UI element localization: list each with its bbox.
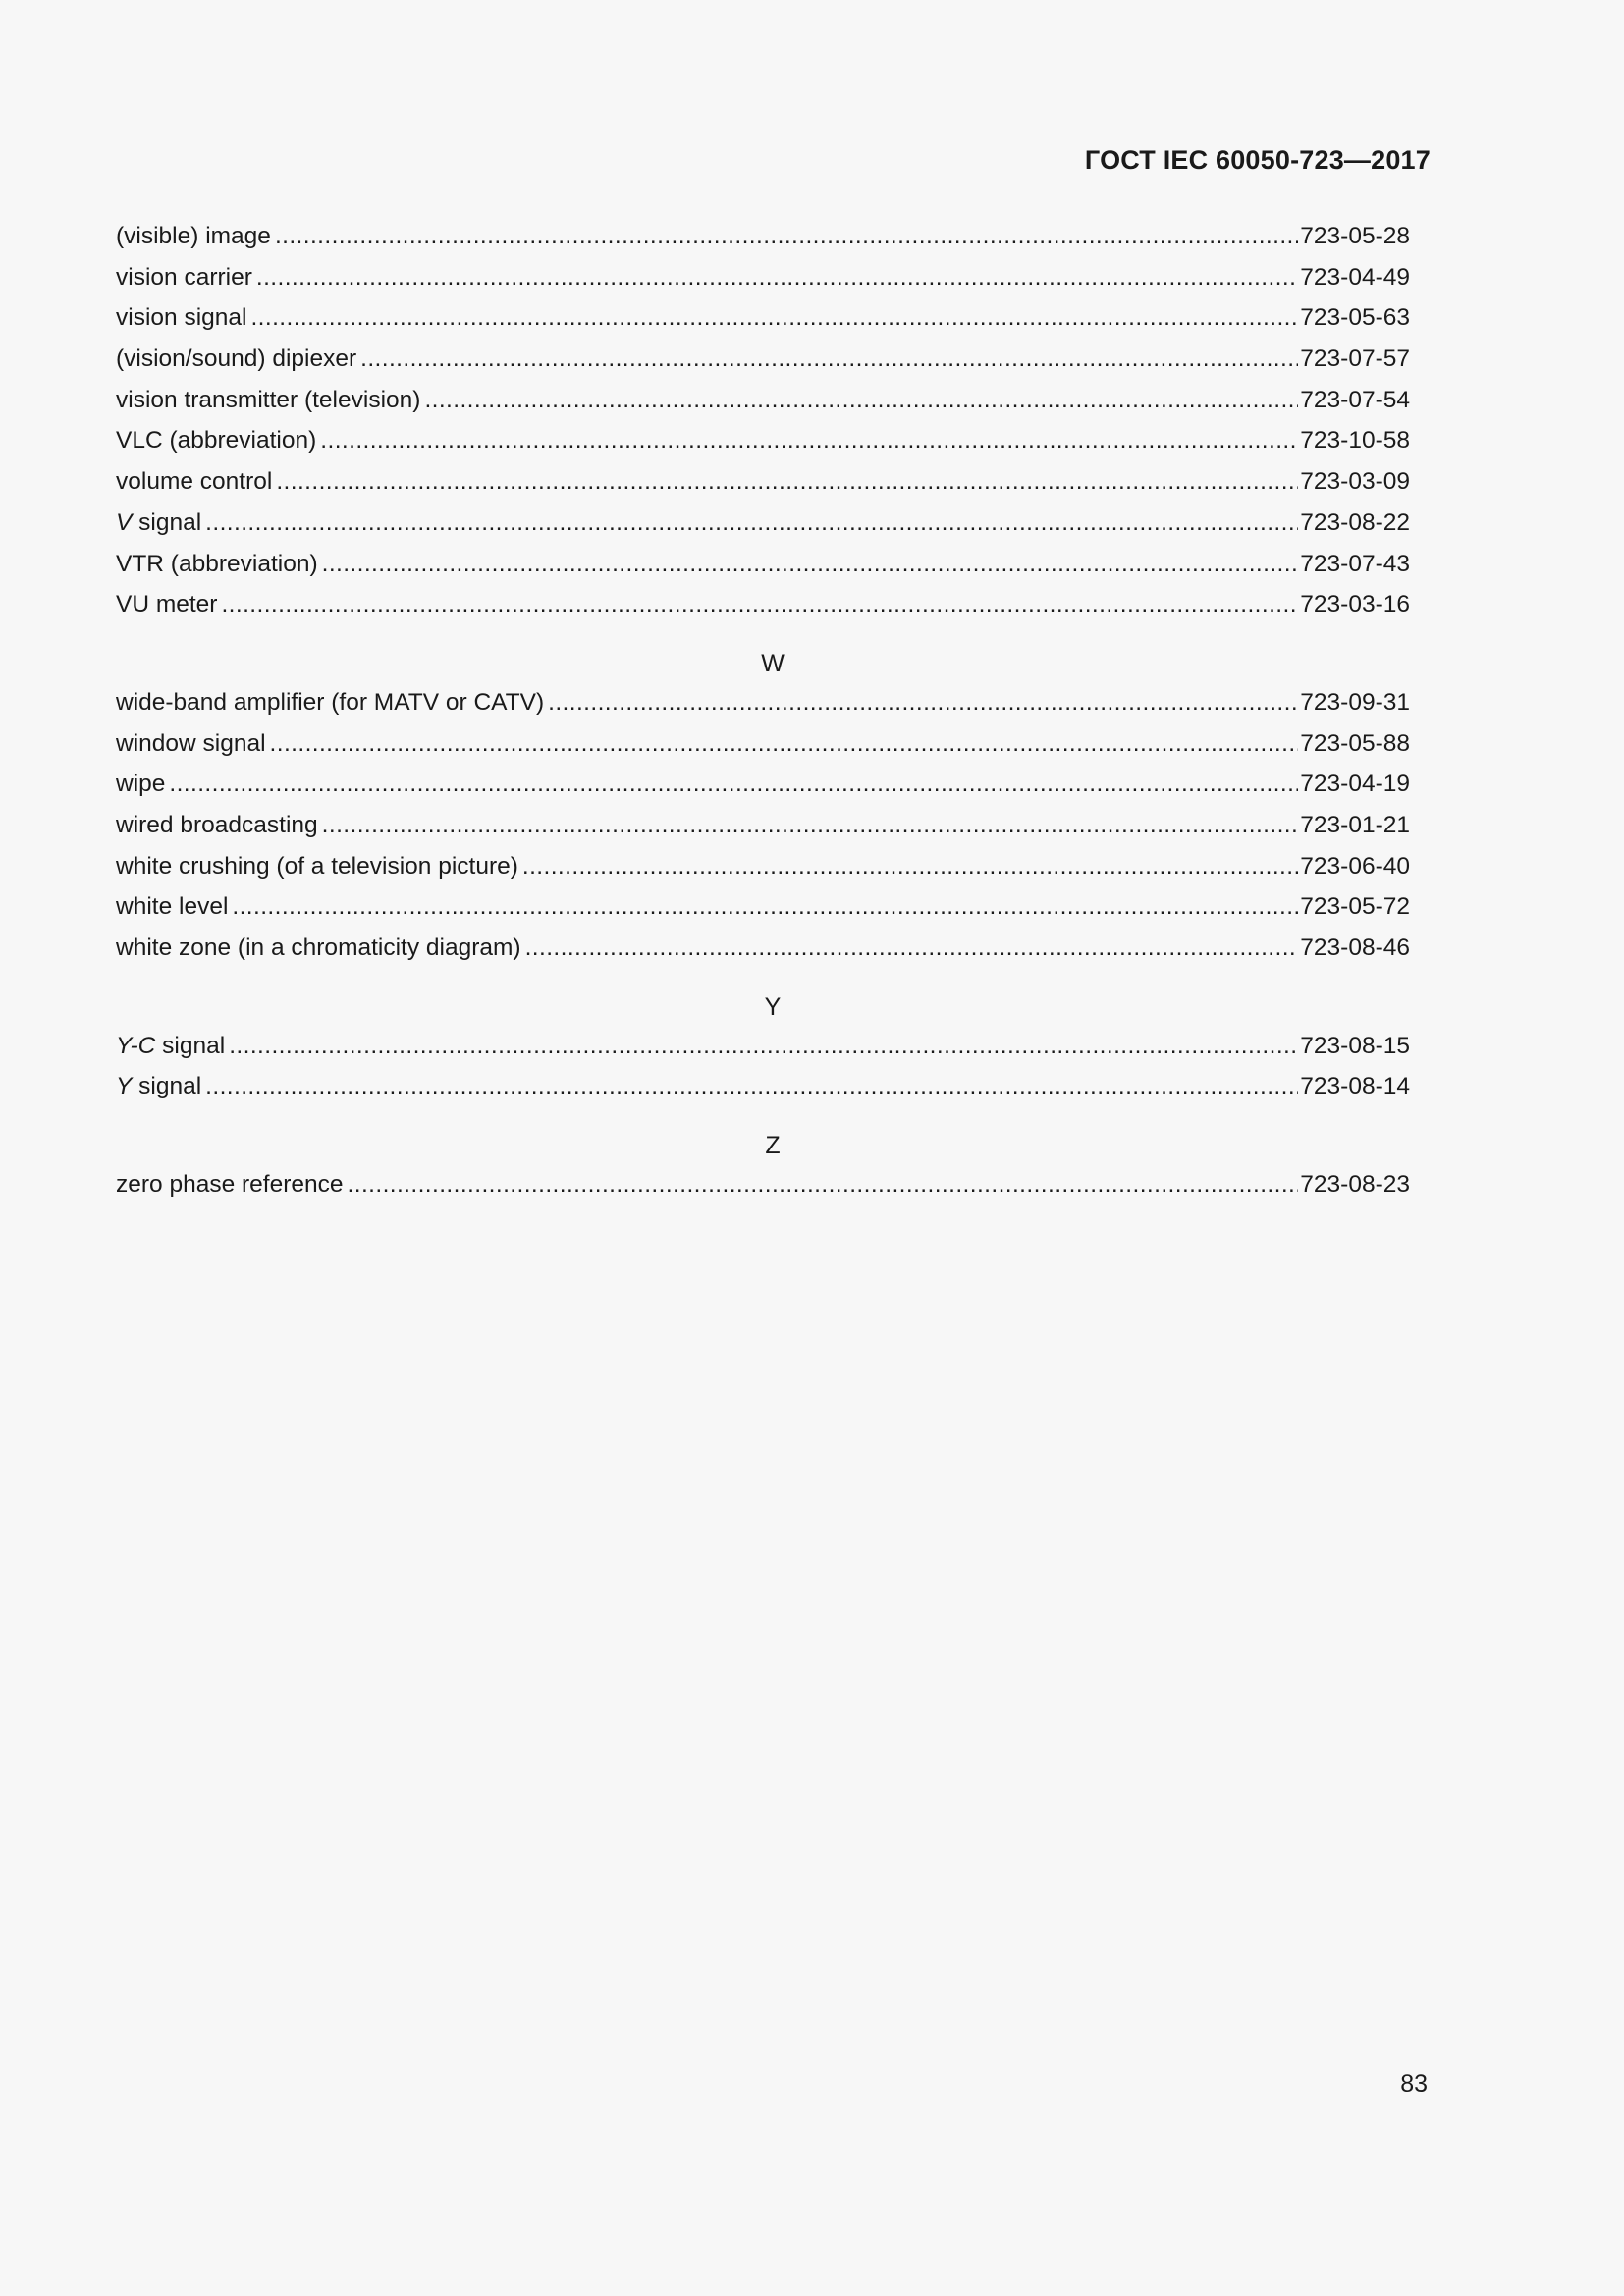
- entry-reference: 723-05-72: [1300, 893, 1410, 921]
- entry-reference: 723-07-43: [1300, 550, 1410, 577]
- dot-leader: [348, 1171, 1299, 1199]
- entry-term: white zone (in a chromaticity diagram): [116, 934, 521, 961]
- entry-term: [116, 1073, 205, 1100]
- dot-leader: [548, 689, 1298, 717]
- index-section: [116, 976, 1410, 1114]
- index-entry: [116, 812, 1410, 853]
- entry-term: (visible) image: [116, 223, 271, 249]
- entry-term: [116, 1033, 229, 1060]
- index-section: [116, 1114, 1410, 1212]
- index-entry: [116, 934, 1410, 976]
- entry-reference: 723-05-63: [1300, 304, 1410, 332]
- index-entry: [116, 893, 1410, 934]
- entry-term: VTR (abbreviation): [116, 550, 318, 577]
- entry-reference: 723-07-54: [1300, 386, 1410, 413]
- entry-term: vision signal: [116, 304, 247, 332]
- term-index: [116, 223, 1410, 1212]
- section-letter: Y: [764, 992, 782, 1021]
- dot-leader: [275, 223, 1298, 250]
- index-entry: [116, 346, 1410, 387]
- entry-reference: 723-07-57: [1300, 346, 1410, 373]
- entry-term: (vision/sound) dipiexer: [116, 346, 357, 373]
- entry-term-rest: signal: [132, 1073, 202, 1100]
- index-entry: [116, 730, 1410, 772]
- index-entry: [116, 551, 1410, 592]
- page-header: ГОСТ IEC 60050-723—2017: [1084, 145, 1431, 175]
- dot-leader: [250, 304, 1298, 332]
- entry-reference: 723-01-21: [1300, 811, 1410, 838]
- dot-leader: [205, 1073, 1298, 1100]
- entry-term: VLC (abbreviation): [116, 427, 317, 454]
- index-entry: [116, 771, 1410, 812]
- index-entry: [116, 1171, 1410, 1212]
- index-entry: [116, 1033, 1410, 1074]
- dot-leader: [525, 934, 1299, 962]
- entry-term: VU meter: [116, 591, 218, 618]
- entry-reference: 723-03-16: [1300, 591, 1410, 618]
- dot-leader: [360, 346, 1298, 373]
- index-entry: [116, 264, 1410, 305]
- index-entry: [116, 689, 1410, 730]
- index-entry: [116, 509, 1410, 551]
- entry-reference: 723-08-23: [1300, 1171, 1410, 1199]
- entry-term-italic: Y: [116, 1073, 133, 1100]
- entry-reference: 723-04-49: [1300, 263, 1410, 291]
- dot-leader: [169, 771, 1298, 798]
- dot-leader: [205, 509, 1298, 537]
- entry-term: wide-band amplifier (for MATV or CATV): [116, 688, 545, 716]
- entry-reference: 723-10-58: [1300, 427, 1410, 454]
- dot-leader: [322, 812, 1299, 839]
- index-section: [116, 223, 1410, 632]
- dot-leader: [424, 387, 1298, 414]
- entry-term: vision transmitter (television): [116, 386, 421, 413]
- entry-term-rest: signal: [155, 1032, 226, 1059]
- entry-reference: 723-08-14: [1300, 1073, 1410, 1100]
- index-entry: [116, 223, 1410, 264]
- entry-reference: 723-09-31: [1300, 688, 1410, 716]
- entry-reference: 723-04-19: [1300, 771, 1410, 798]
- entry-term: volume control: [116, 468, 273, 496]
- entry-term: vision carrier: [116, 263, 252, 291]
- entry-reference: 723-05-88: [1300, 729, 1410, 757]
- dot-leader: [270, 730, 1299, 758]
- dot-leader: [522, 853, 1298, 881]
- dot-leader: [276, 468, 1298, 496]
- dot-leader: [320, 427, 1298, 454]
- entry-term: [116, 509, 205, 537]
- entry-reference: 723-08-46: [1300, 934, 1410, 961]
- entry-term: wipe: [116, 771, 166, 798]
- entry-term-rest: signal: [132, 508, 202, 536]
- index-entry: [116, 387, 1410, 428]
- index-entry: [116, 304, 1410, 346]
- index-entry: [116, 1073, 1410, 1114]
- dot-leader: [256, 264, 1298, 292]
- dot-leader: [322, 551, 1299, 578]
- section-letter: Z: [765, 1132, 781, 1160]
- dot-leader: [221, 591, 1298, 618]
- index-entry: [116, 427, 1410, 468]
- entry-term: wired broadcasting: [116, 811, 318, 838]
- page-number: 83: [1400, 2070, 1428, 2098]
- index-entry: [116, 591, 1410, 632]
- dot-leader: [232, 893, 1298, 921]
- entry-term-italic: V: [116, 508, 133, 536]
- entry-term: white level: [116, 893, 229, 921]
- entry-reference: 723-05-28: [1300, 223, 1410, 249]
- entry-term: white crushing (of a television picture): [116, 852, 518, 880]
- entry-reference: 723-08-22: [1300, 508, 1410, 536]
- entry-reference: 723-08-15: [1300, 1032, 1410, 1059]
- entry-term: zero phase reference: [116, 1171, 344, 1199]
- index-entry: [116, 468, 1410, 509]
- dot-leader: [229, 1033, 1298, 1060]
- entry-reference: 723-03-09: [1300, 468, 1410, 496]
- index-section: [116, 632, 1410, 976]
- section-letter: W: [761, 649, 785, 677]
- index-entry: [116, 853, 1410, 894]
- entry-reference: 723-06-40: [1300, 852, 1410, 880]
- entry-term-italic: Y-C: [116, 1032, 156, 1059]
- entry-term: window signal: [116, 729, 266, 757]
